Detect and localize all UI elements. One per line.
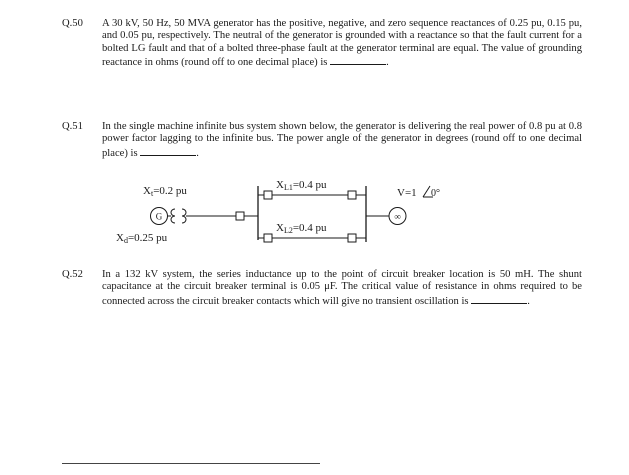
circuit-breaker-icon	[348, 234, 356, 242]
transformer-primary-coil	[171, 209, 175, 223]
question-text: A 30 kV, 50 Hz, 50 MVA generator has the positive, negative, and zero sequence reactances of 0.25 pu, 0.15 pu, and 0.05 pu, respectively. The neutral of the generator is grounded with a reactance so that the fault current for a bolted LG fault and that of a bolted three-phase fault at the generator terminal are equal. The value of grounding reactance in ohms (round off to one decimal place) is	[102, 18, 582, 69]
infinite-bus-angle-label: 0°	[431, 188, 440, 199]
question-text-block: A 30 kV, 50 Hz, 50 MVA generator has the positive, negative, and zero sequence reactances of 0.25 pu, 0.15 pu, and 0.05 pu, respectively. The neutral of the generator is grounded with a reactance so that the fault current for a bolted LG fault and that of a bolted three-phase fault at the generator terminal are equal. The value of grounding reactance in ohms (round off to one decimal place) is .	[102, 18, 582, 69]
circuit-breaker-icon	[236, 212, 244, 220]
xt-label: Xt=0.2 pu	[143, 185, 187, 198]
question-text-block: In a 132 kV system, the series inductance up to the point of circuit breaker location is 50 mH. The shunt capacitance at the circuit breaker terminal is 0.05 μF. The critical value of resistance in ohms required to be connected across the circuit breaker contacts which will give no transient oscillation is .	[102, 269, 582, 307]
xl2-label: XL2=0.4 pu	[276, 222, 327, 235]
infinite-bus-voltage-label: V=1	[397, 187, 417, 199]
xd-label: Xd=0.25 pu	[116, 232, 168, 245]
circuit-breaker-icon	[264, 191, 272, 199]
page-divider	[62, 463, 320, 464]
generator-letter: G	[155, 211, 163, 222]
question-text: In the single machine infinite bus system shown below, the generator is delivering the real power of 0.8 pu at 0.8 power factor lagging to the infinite bus. The power angle of the generator in degrees (round off to one decimal place) is	[102, 121, 582, 159]
answer-blank	[471, 294, 527, 304]
question-number: Q.52	[62, 269, 83, 280]
question-text: In a 132 kV system, the series inductance up to the point of circuit breaker location is 50 mH. The shunt capacitance at the circuit breaker terminal is 0.05 μF. The critical value of resistance in ohms required to be connected across the circuit breaker contacts which will give no transient oscillation is	[102, 269, 582, 307]
question-number: Q.50	[62, 18, 83, 29]
circuit-breaker-icon	[264, 234, 272, 242]
question-52	[62, 269, 582, 308]
question-number: Q.51	[62, 121, 83, 132]
question-text-block: In the single machine infinite bus system shown below, the generator is delivering the real power of 0.8 pu at 0.8 power factor lagging to the infinite bus. The power angle of the generator in degrees (round off to one decimal place) is .	[102, 121, 582, 159]
circuit-breaker-icon	[348, 191, 356, 199]
transformer-secondary-coil	[182, 209, 186, 223]
infinite-bus-glyph: ∞	[394, 211, 401, 222]
xl1-label: XL1=0.4 pu	[276, 179, 327, 192]
